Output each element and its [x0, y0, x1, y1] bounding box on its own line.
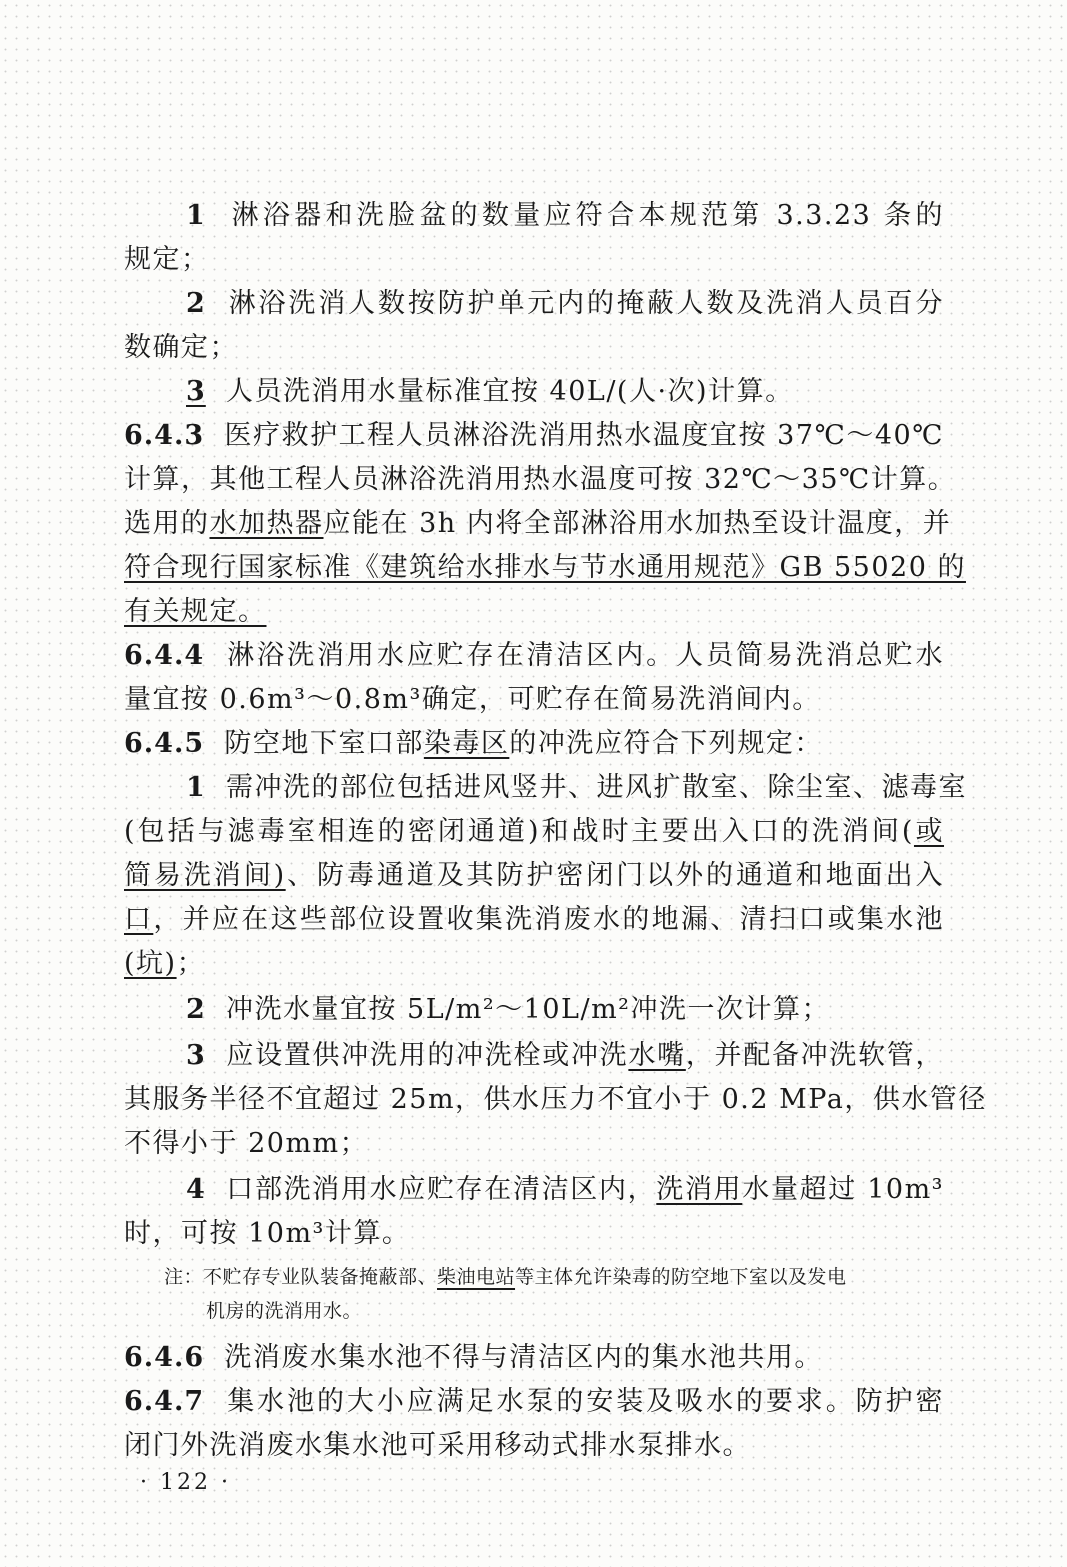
underlined-text: 水嘴 — [628, 1040, 686, 1071]
text-line — [124, 1338, 944, 1378]
text-line — [124, 724, 944, 764]
text-line — [124, 284, 944, 324]
line-text: 量宜按 0.6m³～0.8m³确定，可贮存在简易洗消间内。 — [124, 684, 821, 715]
line-text: 集水池的大小应满足水泵的安装及吸水的要求。防护密 — [227, 1386, 945, 1417]
clause-number: 6.4.5 — [124, 728, 205, 759]
text-line — [124, 812, 944, 852]
line-text: 时，可按 10m³计算。 — [124, 1218, 411, 1249]
line-text: 其服务半径不宜超过 25m，供水压力不宜小于 0.2 MPa，供水管径 — [124, 1084, 987, 1115]
item-number: 4 — [186, 1174, 206, 1205]
text-line — [124, 240, 944, 280]
line-text: 应设置供冲洗用的冲洗栓或冲洗 — [226, 1040, 629, 1071]
line-text: 人员洗消用水量标准宜按 40L/(人·次)计算。 — [225, 376, 794, 407]
underlined-text: 或 — [913, 816, 945, 847]
line-text: 口部洗消用水应贮存在清洁区内， — [226, 1174, 657, 1205]
text-line — [124, 1124, 944, 1164]
note-line — [206, 1296, 362, 1326]
line-text: ，并应在这些部位设置收集洗消废水的地漏、清扫口或集水池 — [153, 904, 945, 935]
line-text: 需冲洗的部位包括进风竖井、进风扩散室、除尘室、滤毒室 — [225, 772, 967, 803]
text-line — [124, 548, 966, 588]
clause-number: 6.4.4 — [124, 640, 205, 671]
note-underlined-text: 柴油电站 — [437, 1266, 516, 1288]
line-text: 淋浴洗消人数按防护单元内的掩蔽人数及洗消人员百分 — [228, 288, 944, 319]
note-text: 注：不贮存专业队装备掩蔽部、 — [164, 1266, 438, 1288]
underlined-text: 染毒区 — [423, 728, 510, 759]
line-text: 数确定； — [124, 332, 238, 363]
text-line — [124, 460, 957, 500]
underlined-text: 简易洗消间) — [124, 860, 286, 891]
text-line — [124, 636, 944, 676]
item-number: 1 — [186, 772, 206, 803]
line-text: 、防毒通道及其防护密闭门以外的通道和地面出入 — [285, 860, 944, 891]
text-line — [124, 768, 967, 808]
text-line — [124, 328, 944, 368]
clause-number: 6.4.7 — [124, 1386, 205, 1417]
underlined-text: 水加热器 — [209, 508, 324, 539]
item-number: 1 — [186, 200, 206, 231]
text-line — [124, 1080, 987, 1120]
text-line — [124, 680, 944, 720]
text-line — [124, 196, 944, 236]
page-number: · 122 · — [140, 1470, 231, 1495]
text-line — [124, 1214, 944, 1254]
text-line — [124, 1426, 944, 1466]
line-text: 淋浴器和洗脸盆的数量应符合本规范第 3.3.23 条的 — [231, 200, 944, 231]
text-line — [124, 990, 944, 1030]
line-text: 计算，其他工程人员淋浴洗消用热水温度可按 32℃～35℃计算。 — [124, 464, 957, 495]
line-text: ； — [176, 948, 206, 979]
text-line — [124, 372, 944, 412]
line-text: (包括与滤毒室相连的密闭通道)和战时主要出入口的洗消间( — [124, 816, 914, 847]
note-text: 机房的洗消用水。 — [206, 1300, 363, 1322]
item-number: 3 — [186, 376, 206, 407]
line-text: 洗消废水集水池不得与清洁区内的集水池共用。 — [224, 1342, 823, 1373]
underlined-text: (坑) — [124, 948, 177, 979]
text-line — [124, 944, 944, 984]
line-text: ，并配备冲洗软管， — [685, 1040, 945, 1071]
item-number: 2 — [186, 288, 206, 319]
line-text: 不得小于 20mm； — [124, 1128, 369, 1159]
note-line — [164, 1262, 847, 1292]
line-text: 淋浴洗消用水应贮存在清洁区内。人员简易洗消总贮水 — [227, 640, 945, 671]
line-text: 医疗救护工程人员淋浴洗消用热水温度宜按 37℃～40℃ — [224, 420, 944, 451]
underlined-text: 有关规定。 — [124, 596, 267, 627]
line-text: 的冲洗应符合下列规定： — [509, 728, 823, 759]
line-text: 规定； — [124, 244, 210, 275]
note-text: 等主体允许染毒的防空地下室以及发电 — [515, 1266, 847, 1288]
underlined-text: 洗消用 — [656, 1174, 743, 1205]
line-text: 应能在 3h 内将全部淋浴用水加热至设计温度，并 — [323, 508, 952, 539]
underlined-text: 符合现行国家标准《建筑给水排水与节水通用规范》GB 55020 的 — [124, 552, 966, 583]
line-text: 防空地下室口部 — [224, 728, 424, 759]
clause-number: 6.4.3 — [124, 420, 205, 451]
item-number: 3 — [186, 1040, 206, 1071]
line-text: 水量超过 10m³ — [742, 1174, 944, 1205]
text-line — [124, 900, 944, 940]
item-number: 2 — [186, 994, 206, 1025]
line-text: 选用的 — [124, 508, 210, 539]
text-line — [124, 856, 944, 896]
text-line — [124, 504, 952, 544]
text-line — [124, 1382, 944, 1422]
text-line — [124, 592, 944, 632]
text-line — [124, 416, 944, 456]
line-text: 闭门外洗消废水集水池可采用移动式排水泵排水。 — [124, 1430, 751, 1461]
underlined-text: 口 — [124, 904, 154, 935]
text-line — [124, 1036, 944, 1076]
text-line — [124, 1170, 944, 1210]
clause-number: 6.4.6 — [124, 1342, 205, 1373]
line-text: 冲洗水量宜按 5L/m²～10L/m²冲洗一次计算； — [225, 994, 830, 1025]
